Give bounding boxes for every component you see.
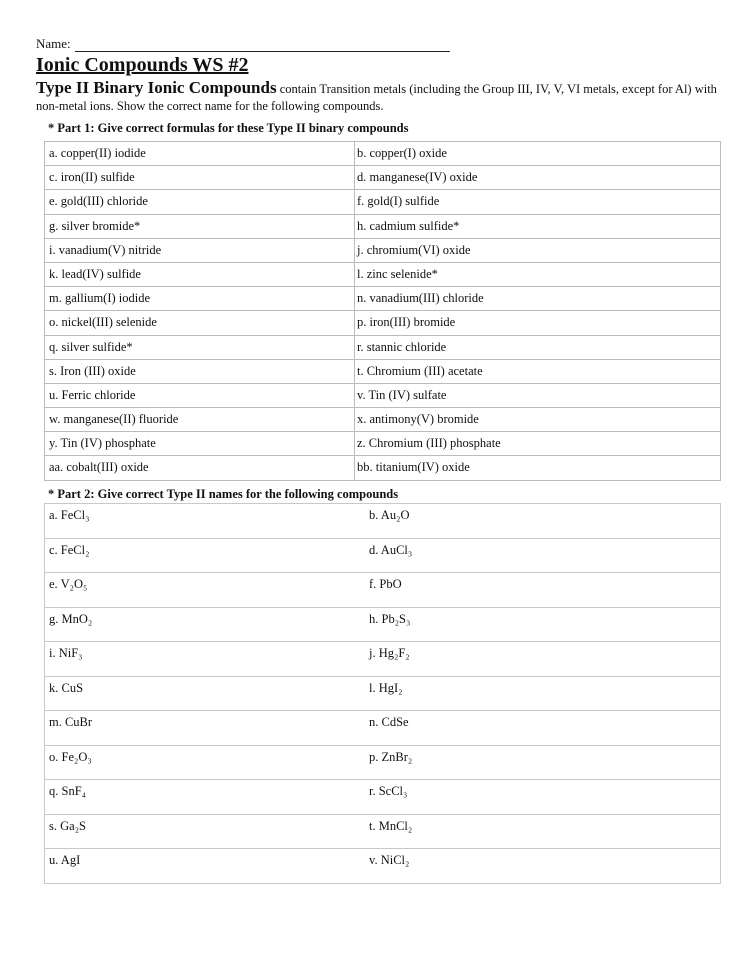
table-row	[45, 311, 720, 335]
table-row	[45, 432, 720, 456]
name-blank-line[interactable]	[75, 39, 450, 52]
table-row	[45, 384, 720, 408]
table-row	[45, 142, 720, 166]
table-row	[45, 539, 720, 574]
question-cell[interactable]: v. Tin (IV) sulfate	[357, 387, 447, 402]
question-cell[interactable]: j. Hg₂F₂	[369, 646, 410, 660]
question-cell[interactable]: r. ScCl₃	[369, 784, 408, 798]
question-cell[interactable]: n. vanadium(III) chloride	[357, 291, 484, 306]
question-cell[interactable]: t. MnCl₂	[369, 818, 413, 833]
question-cell[interactable]: c. iron(II) sulfide	[45, 166, 355, 189]
table-row	[45, 166, 720, 190]
question-cell[interactable]: n. CdSe	[369, 715, 409, 729]
question-cell[interactable]: k. CuS	[49, 680, 84, 695]
question-cell[interactable]: t. Chromium (III) acetate	[357, 363, 483, 378]
question-cell[interactable]: v. NiCl₂	[369, 853, 410, 867]
table-row	[45, 677, 720, 712]
question-cell[interactable]: p. iron(III) bromide	[357, 315, 456, 330]
question-cell[interactable]: u. Ferric chloride	[45, 384, 355, 407]
table-row	[45, 215, 720, 239]
question-cell[interactable]: s. Iron (III) oxide	[45, 360, 355, 383]
question-cell[interactable]: e. gold(III) chloride	[45, 190, 355, 213]
table-row	[45, 573, 720, 608]
question-cell[interactable]: i. vanadium(V) nitride	[45, 239, 355, 262]
table-row	[45, 746, 720, 781]
table-row	[45, 711, 720, 746]
table-row	[45, 642, 720, 677]
question-cell[interactable]: e. V₂O₅	[49, 577, 88, 591]
table-row	[45, 263, 720, 287]
question-cell[interactable]: z. Chromium (III) phosphate	[357, 436, 501, 451]
question-cell[interactable]: u. AgI	[49, 853, 81, 867]
question-cell[interactable]: g. silver bromide*	[45, 215, 355, 238]
table-row	[45, 608, 720, 643]
instructions-text: contain Transition metals (including the Group III, IV, V, VI metals, except for Al) with non-metal ions. Show the correct name for the following compounds.	[36, 82, 717, 113]
question-cell[interactable]: x. antimony(V) bromide	[357, 412, 479, 427]
question-cell[interactable]: i. NiF₃	[49, 646, 83, 660]
table-row	[45, 360, 720, 384]
question-cell[interactable]: o. nickel(III) selenide	[45, 311, 355, 334]
question-cell[interactable]: b. copper(I) oxide	[357, 146, 447, 160]
part2-table	[44, 503, 721, 884]
question-cell[interactable]: o. Fe₂O₃	[49, 749, 92, 764]
question-cell[interactable]: y. Tin (IV) phosphate	[45, 432, 355, 455]
question-cell[interactable]: m. gallium(I) iodide	[45, 287, 355, 310]
question-cell[interactable]: g. MnO₂	[49, 611, 93, 626]
question-cell[interactable]: m. CuBr	[49, 715, 93, 729]
table-row	[45, 504, 720, 539]
question-cell[interactable]: f. gold(I) sulfide	[357, 194, 440, 209]
table-row	[45, 780, 720, 815]
question-cell[interactable]: c. FeCl₂	[49, 542, 90, 557]
table-row	[45, 456, 720, 480]
question-cell[interactable]: q. silver sulfide*	[45, 336, 355, 359]
part1-heading: * Part 1: Give correct formulas for these Type II binary compounds	[48, 121, 409, 135]
worksheet-title: Ionic Compounds WS #2	[36, 54, 249, 76]
question-cell[interactable]: s. Ga₂S	[49, 818, 86, 833]
question-cell[interactable]: aa. cobalt(III) oxide	[45, 456, 355, 479]
question-cell[interactable]: b. Au₂O	[369, 508, 410, 522]
table-row	[45, 815, 720, 850]
part2-heading: * Part 2: Give correct Type II names for the following compounds	[48, 487, 399, 501]
name-field[interactable]	[36, 36, 450, 52]
question-cell[interactable]: a. FeCl₃	[49, 508, 90, 522]
table-row	[45, 408, 720, 432]
question-cell[interactable]: k. lead(IV) sulfide	[45, 263, 355, 286]
question-cell[interactable]: r. stannic chloride	[357, 339, 447, 354]
question-cell[interactable]: f. PbO	[369, 577, 402, 591]
question-cell[interactable]: p. ZnBr₂	[369, 749, 413, 764]
part1-table	[44, 141, 721, 481]
question-cell[interactable]: bb. titanium(IV) oxide	[357, 460, 470, 475]
table-row	[45, 287, 720, 311]
question-cell[interactable]: l. zinc selenide*	[357, 266, 438, 281]
name-label: Name:	[36, 36, 71, 51]
question-cell[interactable]: q. SnF₄	[49, 784, 87, 798]
question-cell[interactable]: d. manganese(IV) oxide	[357, 170, 478, 185]
question-cell[interactable]: h. Pb₂S₃	[369, 611, 411, 626]
table-row	[45, 849, 720, 884]
table-row	[45, 239, 720, 263]
question-cell[interactable]: d. AuCl₃	[369, 542, 413, 557]
question-cell[interactable]: h. cadmium sulfide*	[357, 218, 460, 233]
worksheet-instructions	[36, 79, 726, 115]
question-cell[interactable]: j. chromium(VI) oxide	[357, 242, 471, 257]
question-cell[interactable]: w. manganese(II) fluoride	[45, 408, 355, 431]
table-row	[45, 190, 720, 214]
table-row	[45, 336, 720, 360]
question-cell[interactable]: a. copper(II) iodide	[45, 142, 355, 165]
question-cell[interactable]: l. HgI₂	[369, 680, 403, 695]
instructions-heading: Type II Binary Ionic Compounds	[36, 78, 277, 97]
